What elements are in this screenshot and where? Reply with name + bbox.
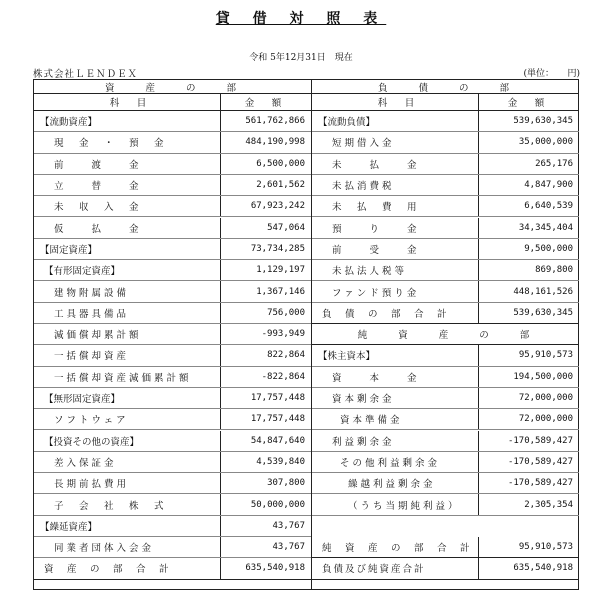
equity-row-value: -170,589,427 [507,478,573,489]
assets-header [34,80,311,94]
asset-row-label: 同業者団体入会金 [54,543,155,555]
asset-row-label: 【繰延資産】 [40,521,98,533]
assets-total-row [34,558,311,579]
liabilities-header [312,80,579,94]
equity-row [312,494,579,515]
liability-row-label: 未払消費税 [332,181,395,193]
column-divider [478,345,479,365]
assets-total-row-label: 資 産 の 部 合 計 [44,564,171,576]
liability-row [312,132,579,153]
liability-row-label: 預 り 金 [332,223,420,235]
equity-row-label: 繰越利益剰余金 [348,479,436,491]
asset-row-label: 【投資その他の資産】 [44,436,140,448]
asset-row-label: 【無形固定資産】 [44,394,121,406]
column-divider [220,239,221,259]
equity-row-label: 【株主資本】 [318,351,376,363]
liability-row [312,111,579,132]
asset-row-label: 【固定資産】 [40,244,98,256]
asset-row-value: 50,000,000 [250,499,305,510]
asset-row [34,409,311,430]
asset-row-label: 一括償却資産 [54,351,130,363]
asset-row-label: 現 金 ・ 預 金 [54,138,167,150]
asset-row-value: 54,847,640 [250,435,305,446]
liability-row [312,154,579,175]
grand-total-row-value: 635,540,918 [513,563,573,574]
asset-row [34,494,311,515]
asset-row-value: 43,767 [272,542,305,553]
asset-row-label: 【有形固定資産】 [44,266,121,278]
liability-row-value: 448,161,526 [513,286,573,297]
asset-row-value: -822,864 [261,371,305,382]
liabilities-total-row-label: 負 債 の 部 合 計 [322,308,449,320]
asset-row-value: 822,864 [267,350,305,361]
asset-row-label: 子 会 社 株 式 [54,500,167,512]
equity-row-value: 2,305,354 [524,499,573,510]
asset-row-label: 工具器具備品 [54,308,130,320]
equity-header-text: 純 資 産 の 部 [357,330,534,342]
liability-row-value: 6,640,539 [524,201,573,212]
equity-header [312,324,579,345]
asset-row [34,260,311,281]
asset-row-value: 4,539,840 [256,456,305,467]
company-name: 株式会社ＬＥＮＤＥＸ [33,69,139,80]
assets-column [34,80,311,589]
asset-row [34,132,311,153]
equity-row-value: -170,589,427 [507,435,573,446]
asset-row-label: 【流動資産】 [40,117,98,129]
asset-row-label: 一括償却資産減価累計額 [54,372,192,384]
liability-row [312,175,579,196]
asset-row-value: 307,800 [267,478,305,489]
asset-row [34,218,311,239]
asset-row-label: 前 渡 金 [54,159,142,171]
asset-row-value: 2,601,562 [256,180,305,191]
liabilities-column-headers [312,94,579,111]
liability-row-value: 35,000,000 [518,137,573,148]
liability-row-value: 4,847,900 [524,180,573,191]
equity-row-label: （うち当期純利益） [348,500,461,512]
unit-label: (単位： 円) [523,69,580,79]
liability-row-label: 未払法人税等 [332,266,408,278]
column-divider [220,111,221,131]
asset-row [34,431,311,452]
liabilities-column-headers-label: 科 目 [377,98,419,109]
liability-row-label: 前 受 金 [332,244,420,256]
balance-sheet-table [33,79,579,590]
liabilities-total-row [312,303,579,324]
liability-row [312,218,579,239]
asset-row-label: 未 収 入 金 [54,202,142,214]
column-divider [220,94,221,110]
asset-row-value: 484,190,998 [245,137,305,148]
asset-row-label: 長期前払費用 [54,479,130,491]
asset-row-value: 17,757,448 [250,393,305,404]
asset-row-value: 67,923,242 [250,201,305,212]
equity-row-value: -170,589,427 [507,456,573,467]
liability-row-label: 短期借入金 [332,138,395,150]
liabilities-equity-column [311,80,579,589]
liabilities-header-text: 負 債 の 部 [377,82,513,94]
asset-row [34,473,311,494]
asset-row [34,324,311,345]
equity-row-label: 利益剰余金 [332,436,395,448]
liability-row-label: ファンド預り金 [332,287,420,299]
equity-total-row-label: 純 資 産 の 部 合 計 [322,543,472,555]
asset-row [34,281,311,302]
asset-row-value: 17,757,448 [250,414,305,425]
asset-row [34,196,311,217]
equity-row-label: その他利益剰余金 [340,457,441,469]
assets-total-row-value: 635,540,918 [245,563,305,574]
asset-row-label: 減価償却累計額 [54,330,142,342]
asset-row [34,367,311,388]
asset-row [34,516,311,537]
liability-row [312,196,579,217]
equity-row [312,473,579,494]
document-title: 貸 借 対 照 表 [215,11,387,27]
liability-row-value: 539,630,345 [513,116,573,127]
asset-row-label: 差入保証金 [54,457,117,469]
report-date: 令和 5年12月31日 現在 [249,53,353,63]
asset-row-label: 立 替 金 [54,181,142,193]
liabilities-total-row-value: 539,630,345 [513,307,573,318]
equity-total-row [312,537,579,558]
liability-row [312,281,579,302]
liability-row-label: 【流動負債】 [318,117,376,129]
liability-row-label: 未 払 金 [332,159,420,171]
assets-column-headers [34,94,311,111]
equity-row-label: 資 本 金 [332,372,420,384]
asset-row [34,111,311,132]
asset-row [34,303,311,324]
asset-row-value: 1,129,197 [256,265,305,276]
column-divider [220,516,221,536]
grand-total-row [312,558,579,579]
asset-row-value: 547,064 [267,222,305,233]
liability-row [312,260,579,281]
asset-row [34,388,311,409]
asset-row [34,537,311,558]
asset-row-label: ソフトウェア [54,415,129,427]
asset-row-value: 561,762,866 [245,116,305,127]
equity-row-value: 72,000,000 [518,414,573,425]
asset-row-value: 6,500,000 [256,158,305,169]
liability-row-label: 未 払 費 用 [332,202,420,214]
liability-row-value: 869,800 [535,265,573,276]
asset-row-value: 1,367,146 [256,286,305,297]
liability-row-value: 265,176 [535,158,573,169]
equity-row-value: 194,500,000 [513,371,573,382]
asset-row [34,452,311,473]
asset-row-value: -993,949 [261,329,305,340]
equity-row [312,452,579,473]
asset-row-value: 43,767 [272,520,305,531]
assets-column-headers-value: 金 額 [244,98,286,109]
asset-row-value: 756,000 [267,307,305,318]
liability-row-value: 9,500,000 [524,243,573,254]
equity-row [312,431,579,452]
equity-total-row-value: 95,910,573 [518,542,573,553]
asset-row [34,154,311,175]
asset-row [34,345,311,366]
equity-row-value: 72,000,000 [518,393,573,404]
liabilities-column-headers-value: 金 額 [507,98,549,109]
asset-row [34,239,311,260]
asset-row [34,175,311,196]
assets-header-text: 資 産 の 部 [104,82,240,94]
asset-row-label: 仮 払 金 [54,223,142,235]
assets-column-headers-label: 科 目 [109,98,151,109]
equity-row [312,409,579,430]
equity-row-label: 資本準備金 [340,415,403,427]
asset-row-label: 建物附属設備 [54,287,130,299]
equity-row [312,388,579,409]
liability-row-value: 34,345,404 [518,222,573,233]
equity-row [312,367,579,388]
equity-row-label: 資本剰余金 [332,394,395,406]
column-divider [478,111,479,131]
equity-row [312,345,579,366]
liability-row [312,239,579,260]
asset-row-value: 73,734,285 [250,243,305,254]
grand-total-row-label: 負債及び純資産合計 [322,564,426,576]
equity-row-value: 95,910,573 [518,350,573,361]
column-divider [478,94,479,110]
